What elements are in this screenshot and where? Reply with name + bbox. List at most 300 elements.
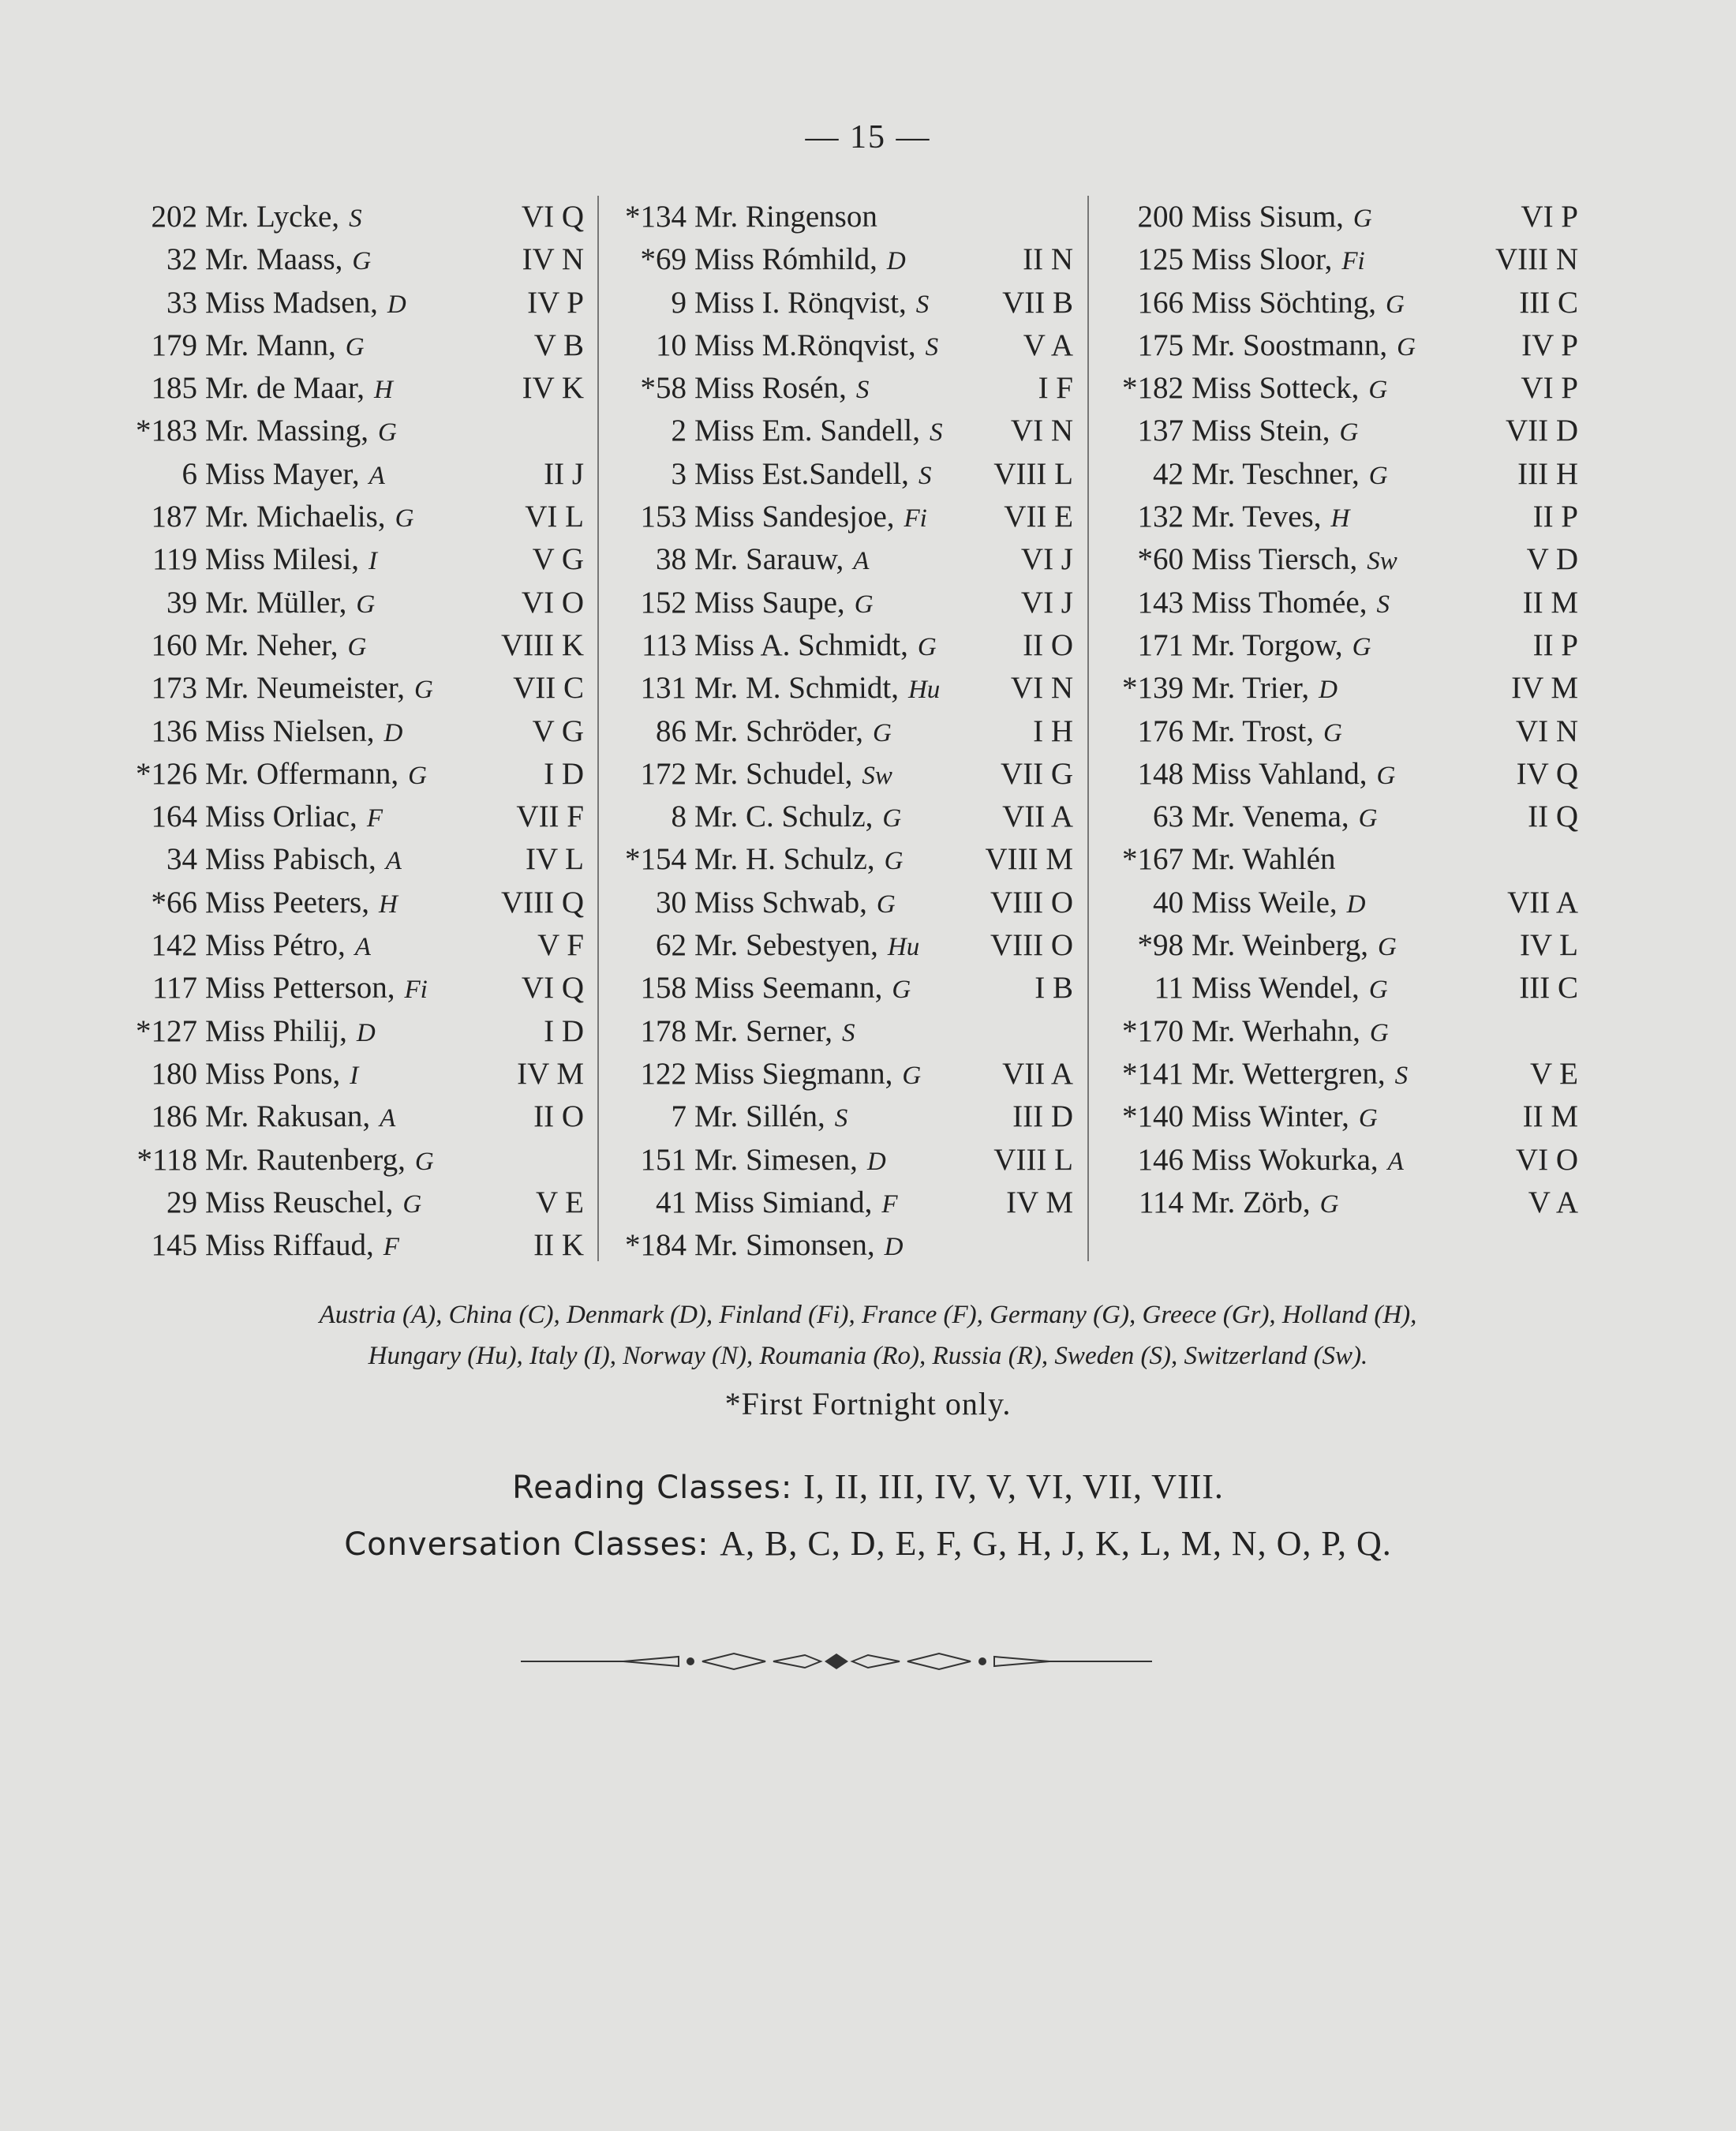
participant-name-cell [1192,238,1365,283]
participant-name: Miss Petterson, [205,971,395,1006]
participant-name-cell [1192,453,1388,497]
participant-number: 8 [671,800,687,834]
participant-name-cell [694,238,906,283]
participant-country: F [366,804,383,833]
participant-row [110,1095,592,1138]
participant-country: G [1358,804,1378,833]
participant-class: VI O [1515,1142,1578,1177]
participant-number: *127 [136,1013,197,1048]
participant-class: III H [1517,456,1578,491]
participant-row [600,324,1081,367]
participant-row [1097,1139,1586,1182]
participant-class: VIII K [500,627,584,662]
participant-row [600,924,1081,967]
participant-country: S [855,376,870,405]
participant-number: 7 [671,1099,687,1134]
participant-number: 2 [671,414,687,448]
participant-name-cell [1192,796,1378,840]
participant-row [1097,538,1586,581]
participant-row [1097,324,1586,367]
participant-number: 145 [151,1228,197,1263]
country-legend [118,1294,1618,1376]
participant-class: IV N [522,242,584,277]
participant-number: 151 [640,1142,687,1177]
participant-class: II N [1023,242,1073,277]
participant-country: G [1376,761,1396,790]
participant-number: 136 [151,713,197,748]
participant-name-cell [205,753,427,797]
participant-name-cell [1192,582,1390,626]
participant-number: 33 [166,285,197,320]
participant-row [1097,838,1586,881]
participant-number: 131 [640,671,687,706]
participant-name-cell [694,1053,921,1097]
participant-name: Mr. Trost, [1192,713,1315,748]
participant-number: 143 [1137,585,1184,620]
participant-name-cell [205,582,375,626]
participant-class: VI N [1515,713,1578,748]
participant-name: Mr. Wahlén [1192,842,1336,877]
participant-row [600,496,1081,538]
participant-name: Mr. C. Schulz, [694,800,874,834]
participant-name-cell [205,967,428,1011]
participant-name: Miss Söchting, [1192,285,1377,320]
participant-number: *141 [1122,1056,1184,1091]
page-number: — 15 — [805,119,931,155]
participant-class: III D [1012,1099,1073,1134]
participant-number: *139 [1122,671,1184,706]
participant-class: III C [1519,971,1578,1006]
participant-number: 132 [1137,500,1184,534]
participant-number: 32 [166,242,197,277]
participant-class: II O [533,1099,584,1134]
participant-country: D [886,247,906,276]
participant-name: Miss Madsen, [205,285,378,320]
participant-class: I F [1038,371,1073,406]
participant-country: S [1394,1061,1409,1090]
participant-name: Miss Mayer, [205,456,360,491]
participant-row [1097,624,1586,667]
participant-row [110,710,592,753]
participant-number: 173 [151,671,197,706]
participant-country: I [350,1061,359,1090]
participant-number: 63 [1153,800,1184,834]
participant-class: II P [1532,627,1578,662]
participant-class: VI J [1020,542,1073,577]
participant-row [110,624,592,667]
participant-name-cell [1192,838,1345,882]
participant-country: G [1319,1189,1339,1219]
participant-row [600,624,1081,667]
participant-country: Fi [1341,247,1365,276]
participant-country: G [1397,332,1416,361]
participant-name-cell [1192,282,1405,326]
participant-name: Mr. Zörb, [1192,1185,1311,1219]
participant-name: Mr. Sarauw, [694,542,844,577]
participant-name-cell [694,838,903,882]
participant-name: Miss Winter, [1192,1099,1349,1134]
participant-class: II K [533,1228,584,1263]
participant-country: G [356,590,376,619]
participant-number: 153 [640,500,687,534]
participant-number: 164 [151,800,197,834]
participant-class: VII A [1002,1056,1073,1091]
participant-number: *154 [625,842,687,877]
participant-row [110,324,592,367]
participant-country: G [892,976,911,1005]
participant-row [110,1182,592,1224]
participant-row [600,838,1081,881]
participant-class: V B [533,328,584,362]
participant-class: II P [1532,500,1578,534]
participant-country: G [1368,976,1388,1005]
participant-number: *66 [151,885,197,919]
participant-number: 9 [671,285,687,320]
participant-name: Miss Simiand, [694,1185,873,1219]
participant-country: S [842,1018,855,1047]
participant-name-cell [205,496,413,540]
participant-name-cell [694,282,929,326]
participant-name-cell [1192,624,1371,669]
participant-name: Mr. Teves, [1192,500,1322,534]
participant-class: VI Q [521,200,584,234]
participant-country: D [884,1233,904,1262]
participant-row [1097,282,1586,324]
participant-name: Miss I. Rönqvist, [694,285,907,320]
participant-name-cell [205,1224,399,1268]
participant-name: Miss Stein, [1192,414,1330,448]
participant-name-cell [205,924,371,968]
participant-row [600,410,1081,452]
participant-row [600,882,1081,924]
participant-class: VIII O [990,928,1073,963]
participant-number: 29 [166,1185,197,1219]
participant-name: Miss Orliac, [205,800,357,834]
participant-name-cell [694,1224,903,1268]
participant-name-cell [694,196,887,240]
participant-name: Miss Wokurka, [1192,1142,1379,1177]
participant-number: 137 [1137,414,1184,448]
participant-name-cell [1192,538,1397,582]
participant-name-cell [205,710,402,755]
participant-name: Mr. Soostmann, [1192,328,1388,362]
participant-row [600,1182,1081,1224]
participant-name-cell [694,796,901,840]
participant-name-cell [205,796,383,840]
participant-name-cell [205,838,402,882]
participant-country: G [345,332,365,361]
participant-row [1097,924,1586,967]
participant-country: G [1352,632,1371,661]
participant-country: H [374,376,393,405]
participant-name: Mr. Ringenson [694,200,877,234]
participant-country: S [349,204,362,233]
participant-country: G [1368,376,1388,405]
participant-class: VII G [1000,756,1073,791]
participant-class: VIII O [990,885,1073,919]
participant-name: Mr. Rakusan, [205,1099,371,1134]
participant-row [110,496,592,538]
participant-class: VII F [516,800,584,834]
participant-name: Mr. Rautenberg, [205,1142,406,1177]
participant-country: Sw [1367,547,1397,576]
participant-country: G [413,676,433,705]
participant-name: Miss Pabisch, [205,842,376,877]
conversation-classes-value: A, B, C, D, E, F, G, H, J, K, L, M, N, O, P, Q. [720,1524,1392,1563]
participant-name-cell [1192,924,1397,968]
participant-class: VI J [1020,585,1073,620]
participant-class: III C [1519,285,1578,320]
participant-class: V D [1526,542,1578,577]
participant-name: Miss Wendel, [1192,971,1360,1006]
participant-name: Mr. Teschner, [1192,456,1360,491]
participant-name-cell [205,238,371,283]
participant-name: Miss Est.Sandell, [694,456,909,491]
participant-number: 62 [656,928,687,963]
participant-row [600,967,1081,1009]
participant-country: G [377,418,397,448]
participant-number: *58 [640,371,687,406]
participant-row [600,753,1081,796]
participant-number: *134 [625,200,687,234]
participant-column-3 [1097,196,1586,1224]
participant-class: VII B [1002,285,1073,320]
participant-name: Mr. Simonsen, [694,1228,875,1263]
participant-name-cell [1192,710,1342,755]
participant-row [110,1010,592,1053]
participant-class: I H [1033,713,1073,748]
participant-number: 30 [656,885,687,919]
participant-row [1097,667,1586,710]
participant-name: Miss Rosén, [694,371,847,406]
participant-name-cell [694,367,869,411]
participant-class: V F [537,928,584,963]
participant-name: Miss Nielsen, [205,713,375,748]
participant-number: 172 [640,756,687,791]
participant-class: IV K [522,371,584,406]
participant-name: Miss Sisum, [1192,200,1344,234]
participant-row [110,238,592,281]
participant-country: G [1368,461,1388,490]
participant-number: *183 [136,414,197,448]
participant-name: Mr. Simesen, [694,1142,858,1177]
participant-name-cell [1192,1053,1408,1097]
participant-name-cell [205,667,433,711]
participant-name: Mr. Serner, [694,1013,832,1048]
participant-country: D [1319,676,1338,705]
participant-number: 41 [656,1185,687,1219]
participant-number: *140 [1122,1099,1184,1134]
participant-country: A [354,933,371,962]
participant-row [1097,238,1586,281]
participant-number: *60 [1137,542,1184,577]
participant-name-cell [694,924,919,968]
participant-name: Miss Schwab, [694,885,867,919]
participant-name-cell [205,1053,358,1097]
participant-country: G [902,1061,922,1090]
participant-name: Miss Tiersch, [1192,542,1358,577]
participant-number: *98 [1137,928,1184,963]
participant-number: 178 [640,1013,687,1048]
participant-name: Miss M.Rönqvist, [694,328,916,362]
participant-number: 114 [1138,1185,1184,1219]
participant-number: *184 [625,1228,687,1263]
participant-country: D [383,718,403,747]
participant-class: VI L [525,500,584,534]
participant-name: Miss Sloor, [1192,242,1333,277]
participant-name: Miss Peeters, [205,885,369,919]
participant-number: 3 [671,456,687,491]
participant-name: Miss A. Schmidt, [694,627,908,662]
participant-name-cell [205,1095,395,1140]
participant-row [1097,410,1586,452]
participant-name-cell [694,496,927,540]
participant-number: 152 [640,585,687,620]
legend-line: Hungary (Hu), Italy (I), Norway (N), Roumania (Ro), Russia (R), Sweden (S), Switzerland (Sw). [368,1342,1368,1370]
participant-number: 122 [640,1056,687,1091]
participant-country: G [408,761,427,790]
participant-name: Mr. Schudel, [694,756,853,791]
participant-class: IV P [1521,328,1578,362]
participant-name: Miss Seemann, [694,971,883,1006]
participant-class: VII D [1505,414,1578,448]
participant-number: 119 [152,542,197,577]
participant-row [110,538,592,581]
participant-name-cell [205,882,398,926]
participant-row [110,924,592,967]
participant-name-cell [1192,882,1365,926]
participant-number: 202 [151,200,197,234]
participant-country: G [1377,933,1397,962]
participant-country: G [402,1189,422,1219]
participant-name-cell [694,582,874,626]
participant-row [600,1224,1081,1267]
participant-class: I D [544,1013,584,1048]
participant-row [110,1053,592,1095]
participant-name-cell [694,1095,847,1140]
participant-name-cell [205,1182,421,1226]
participant-name-cell [694,1182,898,1226]
participant-country: I [369,547,378,576]
participant-name: Mr. Venema, [1192,800,1349,834]
participant-number: 10 [656,328,687,362]
participant-class: VI P [1521,371,1578,406]
participant-row [110,367,592,410]
participant-name-cell [694,1139,886,1183]
participant-class: VI Q [521,971,584,1006]
participant-row [600,238,1081,281]
participant-country: D [356,1018,376,1047]
participant-number: 6 [181,456,197,491]
participant-name: Mr. Maass, [205,242,343,277]
participant-row [600,582,1081,624]
participant-name: Mr. Neher, [205,627,339,662]
participant-name-cell [694,324,938,369]
participant-class: VI O [521,585,584,620]
participant-number: 200 [1137,200,1184,234]
participant-name-cell [205,196,362,240]
participant-name: Mr. H. Schulz, [694,842,875,877]
participant-number: 113 [641,627,687,662]
participant-row [110,882,592,924]
participant-row [1097,196,1586,238]
participant-name-cell [694,710,892,755]
participant-name: Miss Milesi, [205,542,360,577]
participant-class: IV P [527,285,584,320]
participant-number: 187 [151,500,197,534]
participant-name: Miss Thomée, [1192,585,1367,620]
participant-name: Miss Reuschel, [205,1185,394,1219]
participant-number: 186 [151,1099,197,1134]
participant-class: VIII Q [500,885,584,919]
participant-name-cell [1192,367,1387,411]
participant-country: Hu [907,676,941,705]
participant-class: VIII N [1495,242,1578,277]
participant-country: S [930,418,943,448]
participant-row [110,196,592,238]
participant-name-cell [694,538,869,582]
participant-name-cell [205,624,366,669]
participant-column-2 [600,196,1081,1267]
participant-country: Fi [404,976,428,1005]
participant-number: 38 [656,542,687,577]
participant-country: G [1386,290,1405,319]
participant-name-cell [205,1139,434,1183]
participant-country: D [866,1147,886,1176]
participant-country: S [925,332,939,361]
participant-country: D [1346,889,1366,919]
participant-country: G [395,504,414,534]
footnote: *First Fortnight only. [724,1386,1012,1421]
participant-country: D [387,290,406,319]
participant-country: A [380,1104,396,1133]
participant-name-cell [1192,1182,1338,1226]
participant-class: IV Q [1516,756,1578,791]
participant-name: Mr. Massing, [205,414,369,448]
participant-row [600,282,1081,324]
participant-class: IV M [517,1056,584,1091]
participant-country: H [1330,504,1350,534]
participant-name-cell [694,967,911,1011]
participant-number: *170 [1122,1013,1184,1048]
participant-number: 180 [151,1056,197,1091]
participant-name-cell [1192,410,1358,454]
participant-row [110,453,592,496]
participant-name: Mr. Sillén, [694,1099,825,1134]
participant-number: 166 [1137,285,1184,320]
participant-name-cell [205,410,397,454]
participant-name: Mr. M. Schmidt, [694,671,899,706]
participant-name-cell [694,882,896,926]
participant-number: 39 [166,585,197,620]
participant-name-cell [694,667,940,711]
participant-class: VII C [513,671,584,706]
participant-name: Mr. Neumeister, [205,671,405,706]
participant-country: G [1353,204,1372,233]
participant-class: II J [544,456,584,491]
participant-number: *167 [1122,842,1184,877]
participant-country: G [1358,1104,1378,1133]
participant-country: H [379,889,398,919]
participant-number: 40 [1153,885,1184,919]
participant-class: IV L [1519,928,1578,963]
participant-name-cell [205,453,385,497]
participant-name: Mr. Michaelis, [205,500,386,534]
participant-name-cell [1192,1010,1389,1054]
participant-name-cell [205,1010,376,1054]
participant-country: A [385,847,402,876]
participant-number: 11 [1154,971,1184,1006]
